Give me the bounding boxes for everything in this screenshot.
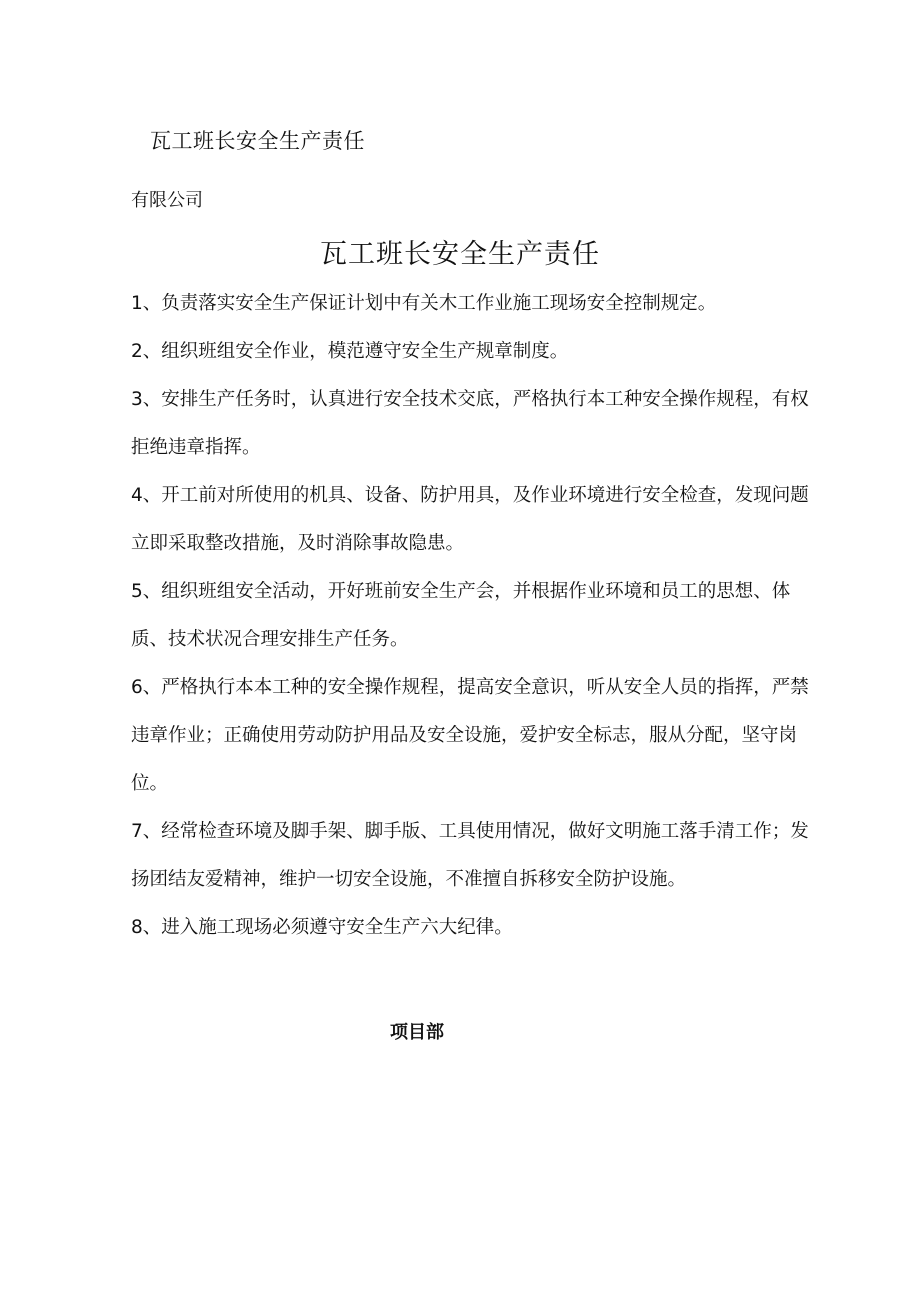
- page-title: 瓦工班长安全生产责任: [320, 239, 600, 270]
- department-signature: 项目部: [390, 1022, 444, 1043]
- clause-5: 5、组织班组安全活动，开好班前安全生产会，并根据作业环境和员工的思想、体质、技术状况合理安排生产任务。: [131, 581, 791, 650]
- company-name: 有限公司: [131, 190, 203, 211]
- clause-3: 3、安排生产任务时，认真进行安全技术交底，严格执行本工种安全操作规程，有权拒绝违章指挥。: [131, 389, 809, 458]
- clause-7: 7、经常检查环境及脚手架、脚手版、工具使用情况，做好文明施工落手清工作；发扬团结友爱精神，维护一切安全设施，不准擅自拆移安全防护设施。: [131, 821, 809, 890]
- clause-1: 1、负责落实安全生产保证计划中有关木工作业施工现场安全控制规定。: [131, 293, 717, 314]
- clause-2: 2、组织班组安全作业，模范遵守安全生产规章制度。: [131, 341, 569, 362]
- document-header-title: 瓦工班长安全生产责任: [150, 129, 365, 153]
- clause-4: 4、开工前对所使用的机具、设备、防护用具，及作业环境进行安全检查，发现问题立即采取整改措施，及时消除事故隐患。: [131, 485, 809, 554]
- clause-6: 6、严格执行本本工种的安全操作规程，提高安全意识，听从安全人员的指挥，严禁违章作业；正确使用劳动防护用品及安全设施，爱护安全标志，服从分配，坚守岗位。: [131, 677, 809, 794]
- clause-8: 8、进入施工现场必须遵守安全生产六大纪律。: [131, 917, 513, 938]
- clause-list: [131, 280, 811, 952]
